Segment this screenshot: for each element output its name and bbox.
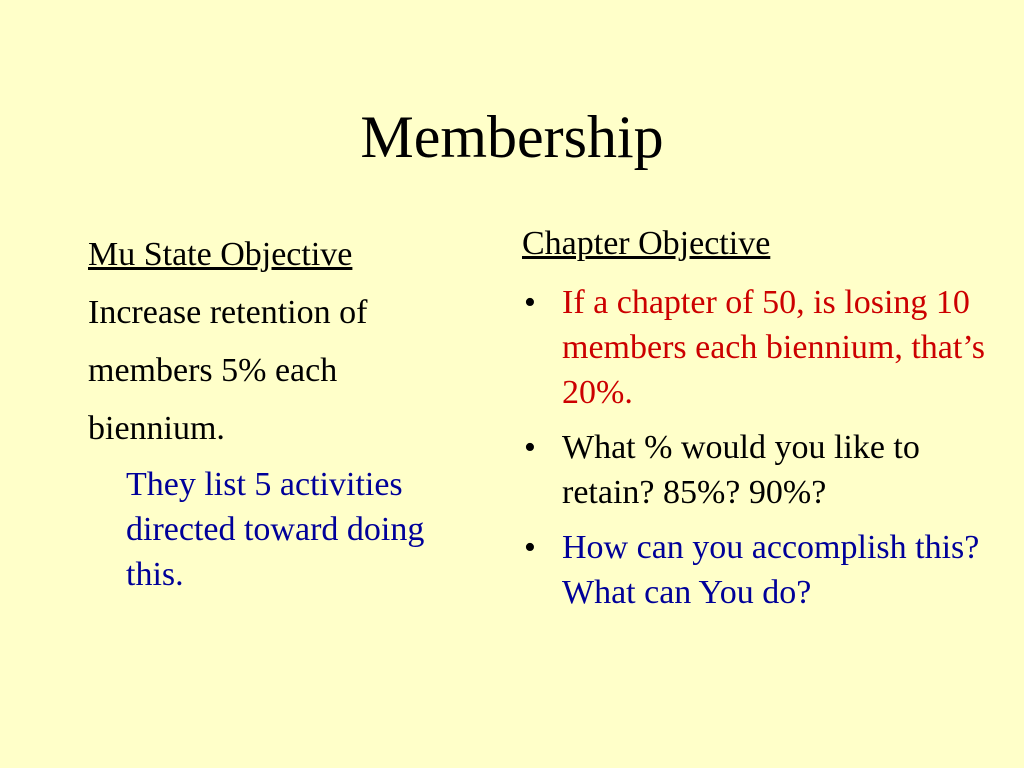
left-column [88, 232, 488, 597]
bullet-item-1 [522, 280, 992, 415]
right-column-heading: Chapter Objective [522, 225, 771, 262]
bullet-text-3: How can you accomplish this? What can You do? [562, 529, 980, 611]
bullet-item-3 [522, 525, 992, 615]
bullet-dot-icon: • [524, 529, 536, 566]
left-column-line-3: biennium. [88, 410, 225, 447]
bullet-dot-icon: • [524, 284, 536, 321]
bullet-list [522, 280, 992, 615]
slide-title: Membership [360, 104, 664, 170]
bullet-dot-icon: • [524, 429, 536, 466]
left-column-line-1: Increase retention of [88, 294, 368, 331]
bullet-text-1: If a chapter of 50, is losing 10 members each biennium, that’s 20%. [562, 284, 985, 411]
left-column-heading: Mu State Objective [88, 236, 353, 273]
right-column [522, 222, 992, 625]
left-column-subtext: They list 5 activities directed toward doing this. [126, 466, 425, 593]
bullet-text-2: What % would you like to retain? 85%? 90%? [562, 429, 920, 511]
left-column-line-2: members 5% each [88, 352, 338, 389]
bullet-item-2 [522, 425, 992, 515]
